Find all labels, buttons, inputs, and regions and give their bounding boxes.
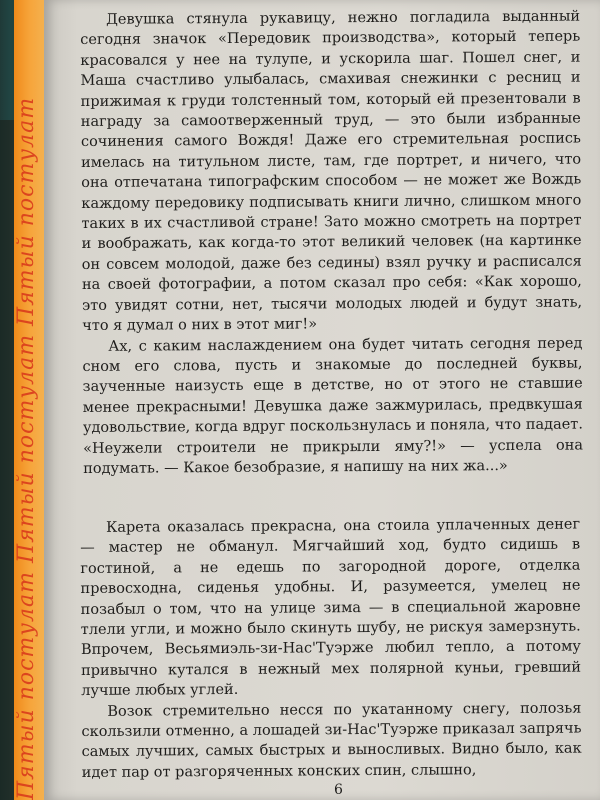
- paragraph: Девушка стянула рукавицу, нежно погладила выданный сегодня значок «Передовик производства», который теперь красовался у нее на тулупе, и ускорила шаг. Пошел снег, и Маша счастливо улыбалась, смахивая снежинки с ресниц и прижимая к груди толстенный том, который ей презентовали в награду за самоотверженный труд, — это были избранные сочинения самого Вождя! Даже его стремительная роспись имелась на титульном листе, там, где портрет, и ничего, что она отпечатана типографским способом — не может же Вождь каждому передовику подписывать книги лично, слишком много таких в их счастливой стране! Зато можно смотреть на портрет и воображать, как когда-то этот великий человек (на картинке он совсем молодой, даже без седины) взял ручку и расписался на своей фотографии, а потом сказал про себя: «Как хорошо, это увидят сотни, нет, тысячи молодых людей и будут знать, что я думал о них в этот миг!»: [80, 8, 583, 335]
- cover-edge-text: Пятый постулат Пятый постулат Пятый постулат: [14, 96, 39, 800]
- text-section-one: [80, 7, 583, 480]
- text-section-two: [80, 515, 582, 784]
- cover-edge-strip: [14, 0, 48, 800]
- paragraph: Карета оказалась прекрасна, она стоила уплаченных денег — мастер не обманул. Мягчайший ход, будто сидишь в гостиной, а не едешь по загородной дороге, отделка превосходна, сиденья удобны. И, разумеется, умелец не позабыл о том, что на улице зима — в специальной жаровне тлели угли, и можно было скинуть шубу, не рискуя замерзнуть. Впрочем, Весьямиэль-зи-Нас'Туэрже любил тепло, а потому привычно кутался в нежный мех полярной куньи, гревший лучше любых углей.: [80, 516, 582, 700]
- paragraph: Ах, с каким наслаждением она будет читать сегодня перед сном его слова, пусть и знакомые до последней буквы, заученные наизусть еще в детстве, но от этого не ставшие менее прекрасными! Девушка даже зажмурилась, предвкушая удовольствие, когда вдруг поскользнулась и поняла, что падает. «Неужели строители не прикрыли яму?!» — успела она подумать. — Какое безобразие, я напишу на них жа...»: [82, 335, 584, 477]
- page-number: 6: [334, 782, 343, 798]
- book-page: [44, 0, 600, 800]
- paragraph: Возок стремительно несся по укатанному снегу, полозья скользили отменно, а лошадей зи-Нас'Туэрже приказал запрячь самых лучших, самых быстрых и выносливых. Видно было, как идет пар от разгоряченных конских спин, слышно,: [81, 700, 582, 781]
